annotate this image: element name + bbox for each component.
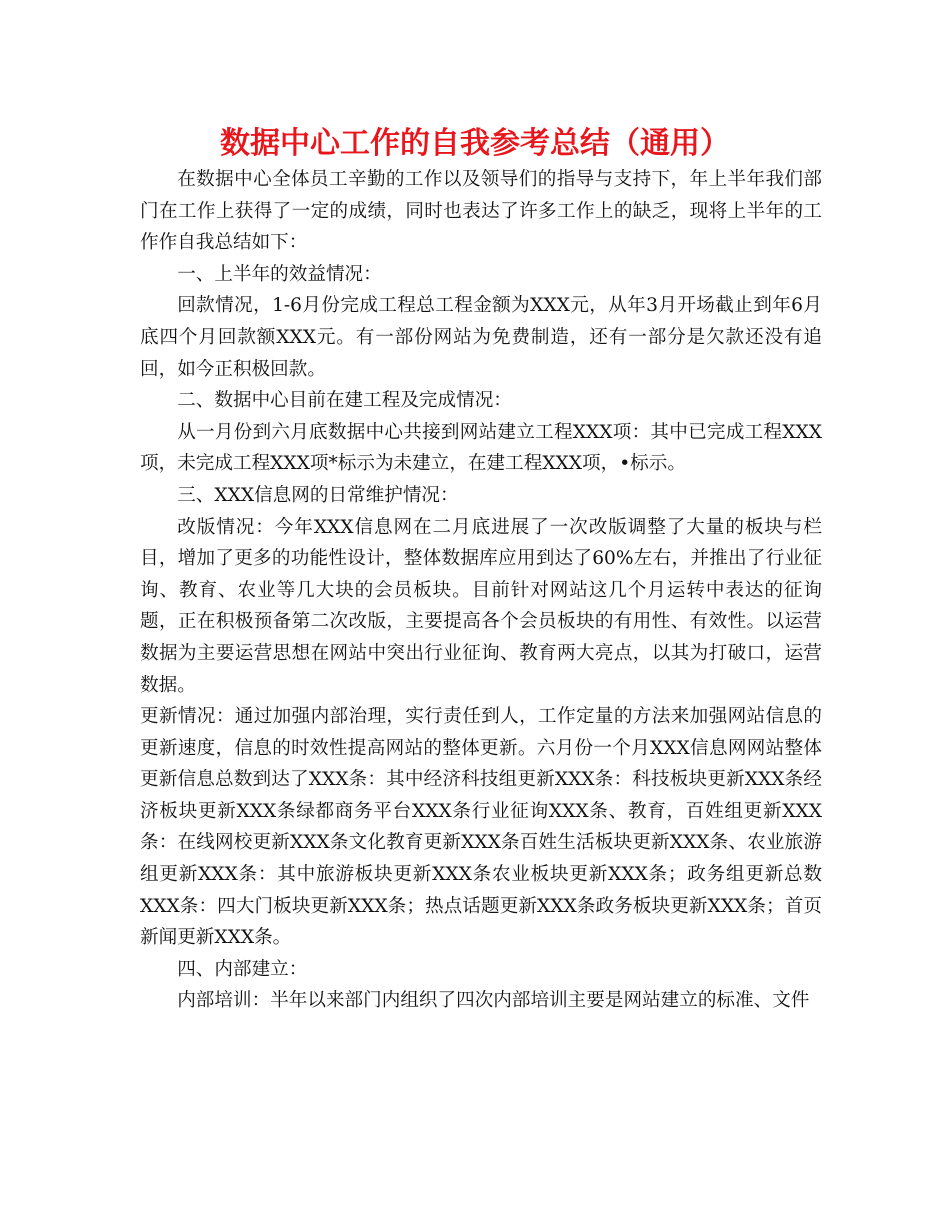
paragraph-training: 内部培训：半年以来部门内组织了四次内部培训主要是网站建立的标准、文件 bbox=[177, 990, 810, 1012]
section-heading-3: 三、XXX信息网的日常维护情况： bbox=[177, 484, 459, 506]
paragraph-projects: 从一月份到六月底数据中心共接到网站建立工程XXX项：其中已完成工程XXX项，未完成工程XXX项*标示为未建立，在建工程XXX项，•标示。 bbox=[140, 421, 822, 475]
paragraph-payment: 回款情况，1-6月份完成工程总工程金额为XXX元，从年3月开场截止到年6月底四个月回款额XXX元。有一部份网站为免费制造，还有一部分是欠款还没有追回，如今正积极回款。 bbox=[140, 295, 822, 380]
paragraph-redesign: 改版情况：今年XXX信息网在二月底进展了一次改版调整了大量的板块与栏目，增加了更多的功能性设计，整体数据库应用到达了60%左右，并推出了行业征询、教育、农业等几大块的会员板块。目前针对网站这几个月运转中表达的征询题，正在积极预备第二次改版，主要提高各个会员板块的有用性、有效性。以运营数据为主要运营思想在网站中突出行业征询、教育两大亮点，以其为打破口，运营数据。 bbox=[140, 516, 822, 696]
section-heading-4: 四、内部建立： bbox=[177, 958, 308, 980]
section-heading-1: 一、上半年的效益情况： bbox=[177, 263, 382, 285]
document-body bbox=[140, 164, 822, 1017]
paragraph-intro: 在数据中心全体员工辛勤的工作以及领导们的指导与支持下，年上半年我们部门在工作上获得了一定的成绩，同时也表达了许多工作上的缺乏，现将上半年的工作作自我总结如下： bbox=[140, 169, 822, 254]
paragraph-updates: 更新情况：通过加强内部治理，实行责任到人，工作定量的方法来加强网站信息的更新速度，信息的时效性提高网站的整体更新。六月份一个月XXX信息网网站整体更新信息总数到达了XXX条：其中经济科技组更新XXX条：科技板块更新XXX条经济板块更新XXX条绿都商务平台XXX条行业征询XXX条、教育，百姓组更新XXX条：在线网校更新XXX条文化教育更新XXX条百姓生活板块更新XXX条、农业旅游组更新XXX条：其中旅游板块更新XXX条农业板块更新XXX条；政务组更新总数XXX条：四大门板块更新XXX条；热点话题更新XXX条政务板块更新XXX条；首页新闻更新XXX条。 bbox=[140, 706, 822, 949]
section-heading-2: 二、数据中心目前在建工程及完成情况： bbox=[177, 390, 512, 412]
document-title: 数据中心工作的自我参考总结（通用） bbox=[220, 126, 730, 161]
